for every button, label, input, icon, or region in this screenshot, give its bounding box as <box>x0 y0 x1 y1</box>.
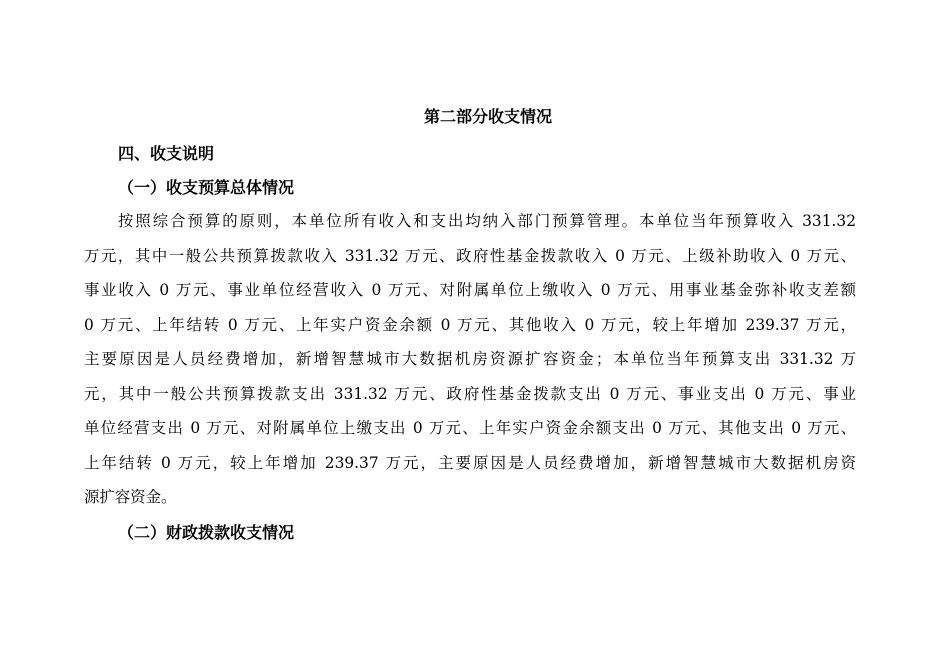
paragraph-line: 万元，其中一般公共预算拨款收入 331.32 万元、政府性基金拨款收入 0 万元、上级补助收入 0 万元、 <box>84 246 856 265</box>
paragraph-line: 事业收入 0 万元、事业单位经营收入 0 万元、对附属单位上缴收入 0 万元、用事业基金弥补收支差额 <box>84 281 856 299</box>
paragraph-line: 0 万元、上年结转 0 万元、上年实户资金余额 0 万元、其他收入 0 万元，较上年增加 239.37 万元， <box>84 315 856 334</box>
paragraph-line: 单位经营支出 0 万元、对附属单位上缴支出 0 万元、上年实户资金余额支出 0 万元、其他支出 0 万元、 <box>84 419 856 437</box>
subsection-heading-1: （一）收支预算总体情况 <box>118 178 295 197</box>
paragraph-line: 主要原因是人员经费增加，新增智慧城市大数据机房资源扩容资金；本单位当年预算支出 331.32 万 <box>84 350 856 368</box>
paragraph-line: 元，其中一般公共预算拨款支出 331.32 万元、政府性基金拨款支出 0 万元、事业支出 0 万元、事业 <box>84 384 856 403</box>
subsection-heading-2: （二）财政拨款收支情况 <box>118 523 295 542</box>
paragraph-line: 源扩容资金。 <box>84 488 177 506</box>
budget-overview-paragraph <box>84 204 856 515</box>
part-title: 第二部分收支情况 <box>423 107 552 126</box>
section-heading: 四、收支说明 <box>118 144 215 163</box>
paragraph-line: 按照综合预算的原则，本单位所有收入和支出均纳入部门预算管理。本单位当年预算收入 331.32 <box>118 212 856 230</box>
paragraph-line: 上年结转 0 万元，较上年增加 239.37 万元，主要原因是人员经费增加，新增智慧城市大数据机房资 <box>84 453 856 472</box>
